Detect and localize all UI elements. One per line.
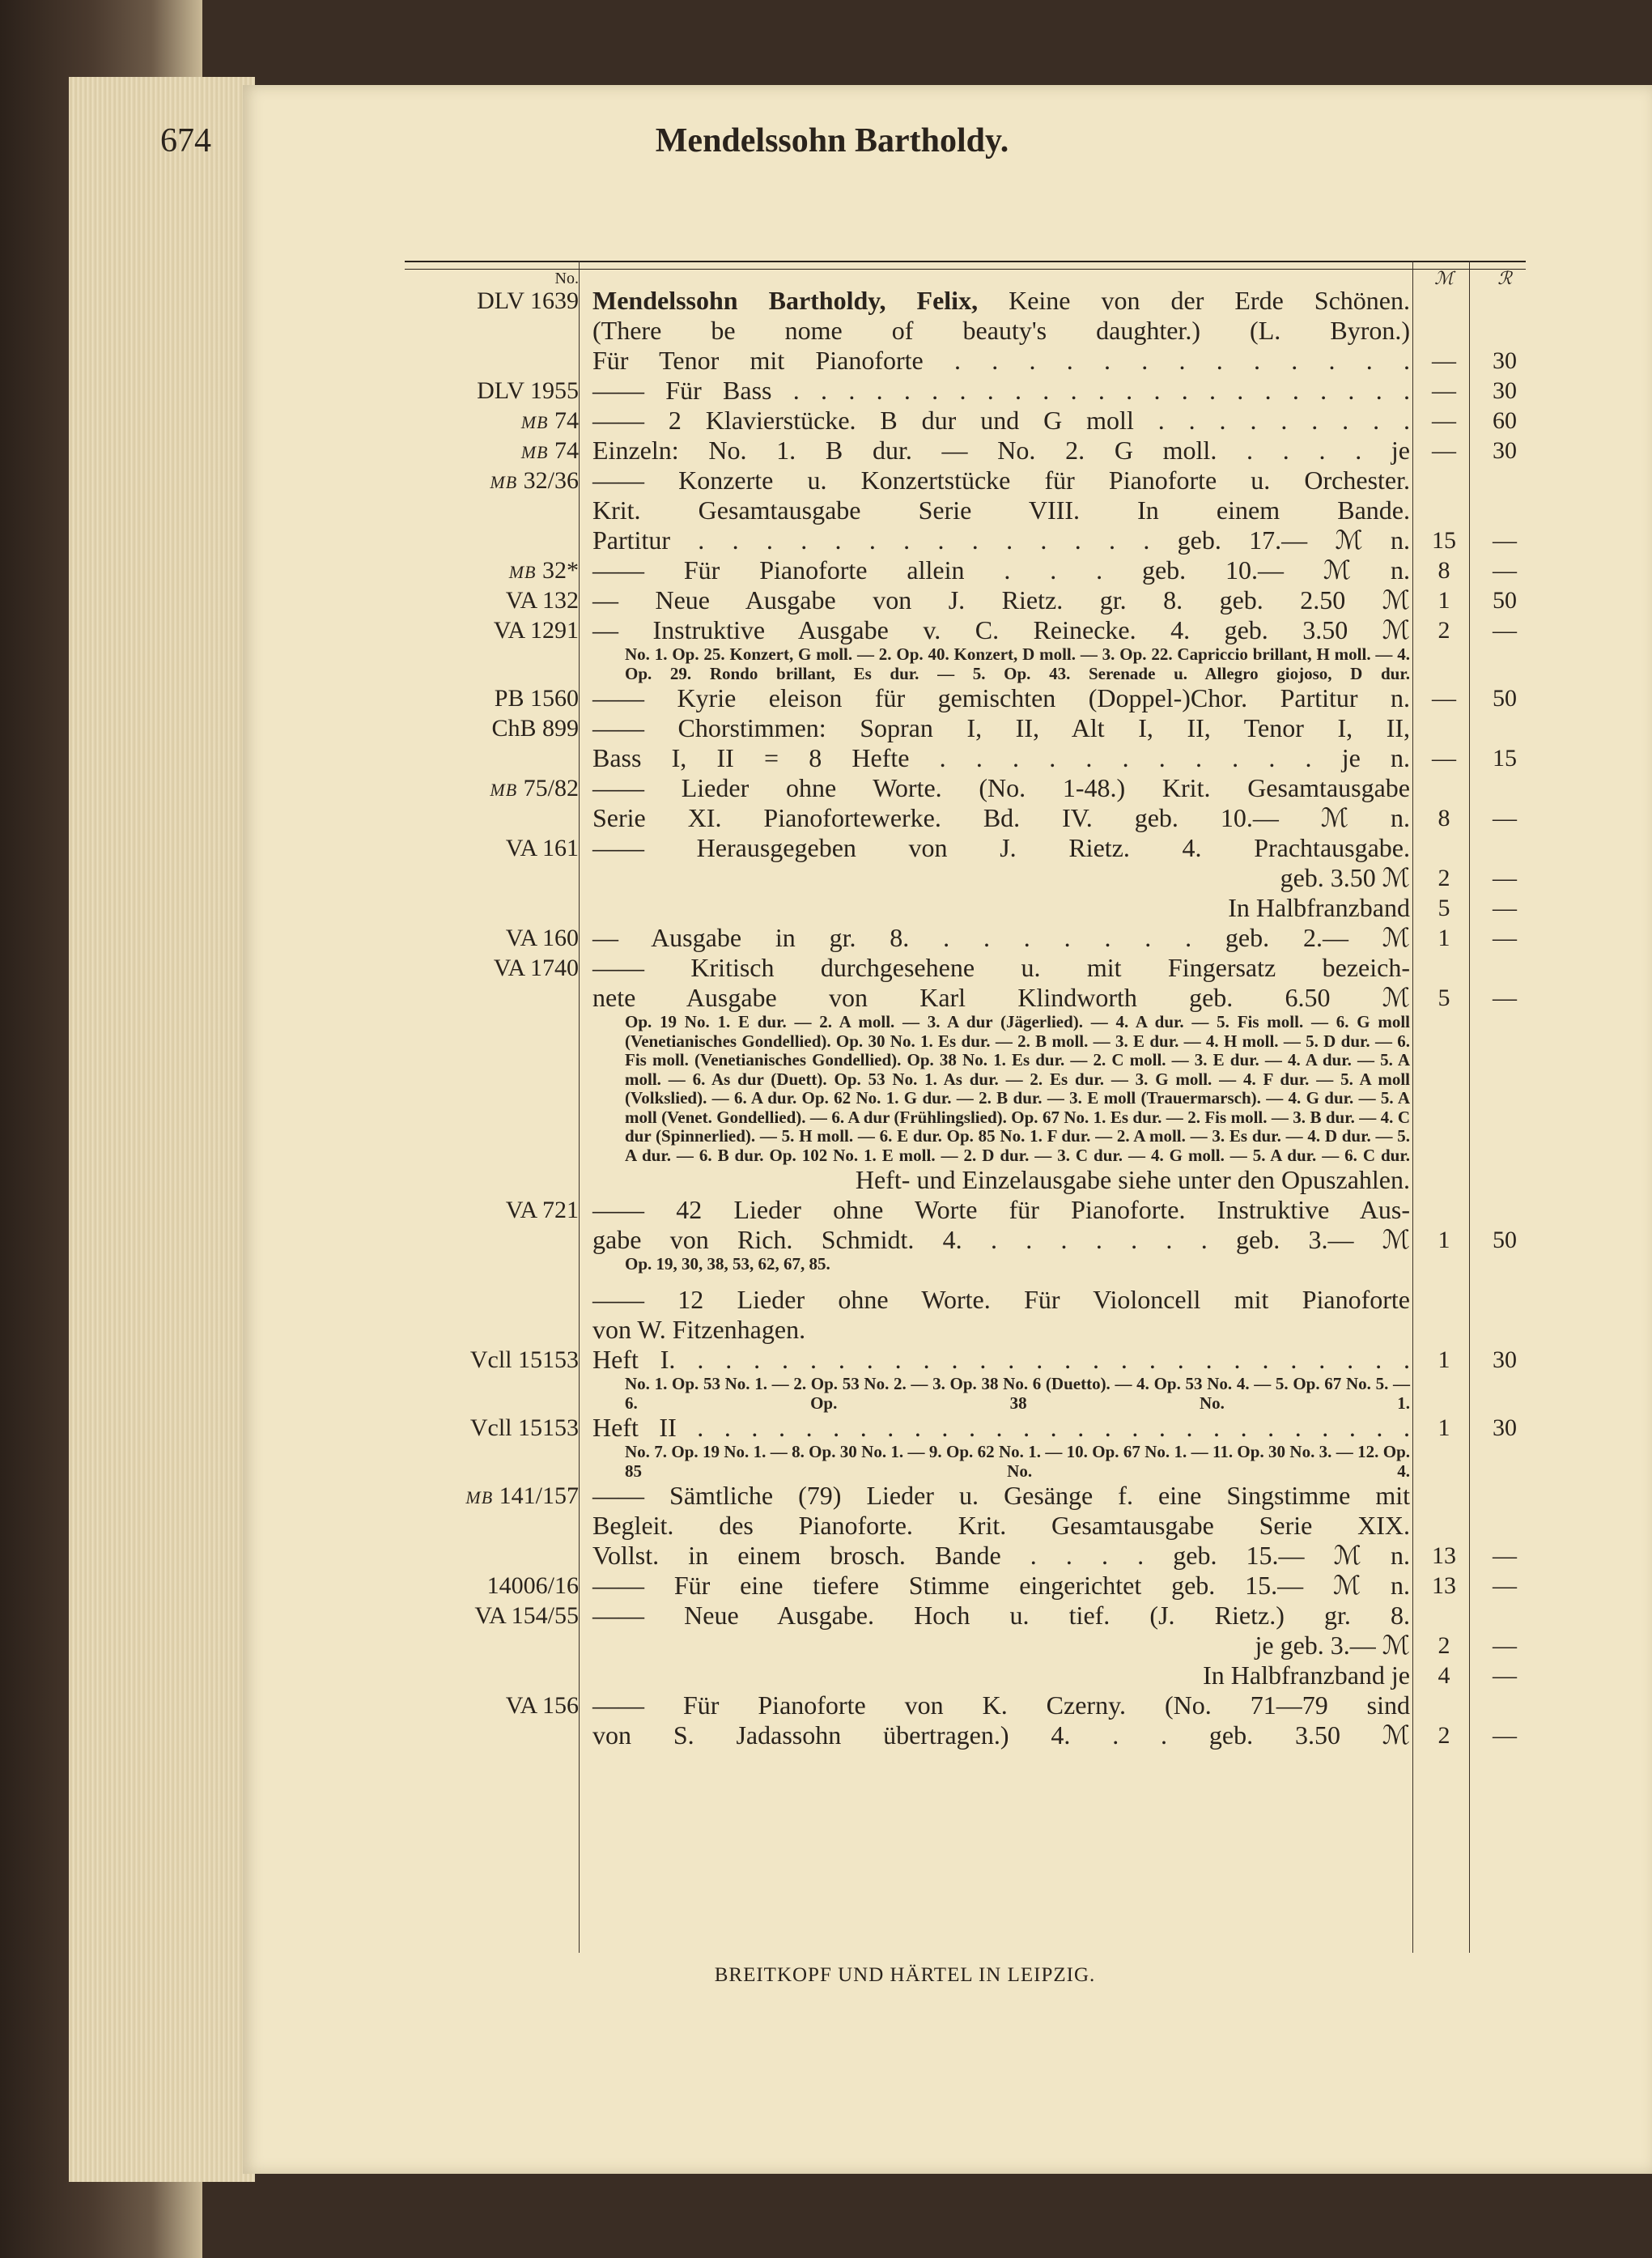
- price-mark: —: [1432, 347, 1456, 374]
- catalog-number: [405, 286, 579, 316]
- price-pfennig: 50: [1493, 587, 1517, 614]
- catalog-prefix: MB: [490, 472, 518, 492]
- price-pfennig: 50: [1493, 1227, 1517, 1253]
- catalog-number-text: VA 132: [505, 587, 579, 614]
- catalog-entry: [405, 525, 1526, 555]
- catalog-number-text: VA 160: [505, 925, 579, 951]
- price-mark: 15: [1432, 527, 1456, 554]
- entry-description: [592, 555, 1410, 585]
- catalog-number: [405, 406, 579, 437]
- catalog-number: [405, 1571, 579, 1601]
- catalog-number-text: VA 1740: [493, 955, 579, 981]
- catalog-number: [405, 1413, 579, 1443]
- catalog-entry: [405, 1571, 1526, 1601]
- entry-description: [592, 1661, 1410, 1690]
- entry-text: — Instruktive Ausgabe v. C. Reinecke. 4. geb. 3.50 ℳ: [592, 615, 1410, 644]
- catalog-number: [405, 1195, 579, 1225]
- catalog-prefix: MB: [508, 562, 537, 582]
- entry-text: In Halbfranzband: [1228, 893, 1410, 922]
- entry-description: [592, 346, 1410, 376]
- entry-description: [592, 436, 1410, 466]
- entry-text: gabe von Rich. Schmidt. 4. . . . . . . . geb. 3.— ℳ: [592, 1225, 1410, 1254]
- catalog-entry: [405, 833, 1526, 863]
- catalog-number: [405, 923, 579, 953]
- entry-description: [592, 863, 1410, 893]
- entry-text: (There be nome of beauty's daughter.) (L. Byron.): [592, 316, 1410, 345]
- publisher-footer: BREITKOPF UND HÄRTEL IN LEIPZIG.: [714, 1964, 1096, 1986]
- catalog-entry: [405, 923, 1526, 953]
- catalog-entry: [405, 743, 1526, 773]
- catalog-entry: [405, 953, 1526, 983]
- catalog-entry: [405, 1285, 1526, 1315]
- catalog-entry: [405, 1225, 1526, 1255]
- price-pfennig: 15: [1493, 745, 1517, 772]
- price-pfennig: —: [1493, 895, 1517, 921]
- price-pfennig: —: [1493, 865, 1517, 891]
- entry-text: No. 1. Op. 53 No. 1. — 2. Op. 53 No. 2. — 3. Op. 38 No. 6 (Duetto). — 4. Op. 53 No. 4. — 5. Op. 67 No. 5. — 6. Op. 38 No. 1.: [625, 1374, 1410, 1413]
- entry-text: Für Tenor mit Pianoforte . . . . . . . . . . . . .: [592, 346, 1410, 375]
- price-pfennig: —: [1493, 984, 1517, 1011]
- entry-text: von S. Jadassohn übertragen.) 4. . . geb. 3.50 ℳ: [592, 1720, 1410, 1750]
- catalog-entry: [405, 406, 1526, 436]
- entry-text: geb. 3.50 ℳ: [1280, 863, 1410, 892]
- catalog-number-text: 14006/16: [486, 1572, 579, 1599]
- price-mark: 1: [1438, 925, 1450, 951]
- price-mark: 1: [1438, 587, 1450, 614]
- catalog-number-text: 74: [554, 437, 579, 464]
- catalog-number: [405, 683, 579, 713]
- price-mark: 4: [1438, 1662, 1450, 1689]
- price-mark: —: [1432, 407, 1456, 434]
- entry-description: [592, 1285, 1410, 1315]
- page-header: [160, 121, 1504, 178]
- catalog-number: [405, 1690, 579, 1720]
- entry-description: [592, 1195, 1410, 1225]
- entry-text: Einzeln: No. 1. B dur. — No. 2. G moll. . . . . je: [592, 436, 1410, 465]
- catalog-number-text: Vcll 15153: [469, 1414, 579, 1441]
- entry-text: —— Konzerte u. Konzertstücke für Pianoforte u. Orchester.: [592, 466, 1410, 495]
- price-mark: 2: [1438, 1722, 1450, 1749]
- contents-note: [405, 1375, 1526, 1413]
- contents-text: [592, 645, 1410, 683]
- entry-text: —— Lieder ohne Worte. (No. 1-48.) Krit. Gesamtausgabe: [592, 773, 1410, 802]
- catalog-number-text: 141/157: [499, 1482, 579, 1509]
- entry-description: [592, 1345, 1410, 1375]
- entry-description: [592, 525, 1410, 555]
- contents-note: [405, 1013, 1526, 1165]
- catalog-entry: [405, 316, 1526, 346]
- price-mark: 2: [1438, 617, 1450, 644]
- price-mark: 1: [1438, 1414, 1450, 1441]
- catalog-number-text: DLV 1639: [477, 287, 579, 314]
- price-mark: —: [1432, 685, 1456, 712]
- entry-description: [592, 286, 1410, 316]
- contents-note: [405, 645, 1526, 683]
- catalog-number: [405, 773, 579, 805]
- catalog-number-text: VA 161: [505, 835, 579, 861]
- entry-description: [592, 585, 1410, 615]
- catalog-entry: [405, 1720, 1526, 1750]
- entry-text: —— Neue Ausgabe. Hoch u. tief. (J. Rietz.) gr. 8.: [592, 1601, 1410, 1630]
- entry-text: Begleit. des Pianoforte. Krit. Gesamtausgabe Serie XIX.: [592, 1511, 1410, 1540]
- entry-description: [592, 1511, 1410, 1541]
- catalog-number-text: 74: [554, 407, 579, 434]
- entry-text: —— Für Bass . . . . . . . . . . . . . . . . . . . . . . .: [592, 376, 1410, 405]
- price-mark: 1: [1438, 1227, 1450, 1253]
- price-mark: 1: [1438, 1346, 1450, 1373]
- price-pfennig: 50: [1493, 685, 1517, 712]
- entry-text: Heft II . . . . . . . . . . . . . . . . . . . . . . . . . . .: [592, 1413, 1410, 1442]
- price-pfennig: —: [1493, 1632, 1517, 1659]
- price-pfennig: —: [1493, 1662, 1517, 1689]
- entry-description: [592, 713, 1410, 743]
- catalog-number-text: VA 154/55: [474, 1602, 579, 1629]
- page-edges: [69, 77, 255, 2182]
- header-rule: [405, 261, 1526, 262]
- catalog-entry: [405, 1661, 1526, 1690]
- catalog-number-text: PB 1560: [494, 685, 579, 712]
- catalog-entry: [405, 983, 1526, 1013]
- entry-description: [592, 1225, 1410, 1255]
- catalog-entry: [405, 615, 1526, 645]
- entry-text: —— 2 Klavierstücke. B dur und G moll . . . . . . . . .: [592, 406, 1410, 435]
- catalog-number: [405, 833, 579, 863]
- entry-description: [592, 615, 1410, 645]
- catalog-entry: [405, 1541, 1526, 1571]
- catalog-entry: [405, 773, 1526, 803]
- catalog-number: [405, 615, 579, 645]
- price-mark: 13: [1432, 1572, 1456, 1599]
- catalog-number-text: VA 721: [505, 1197, 579, 1223]
- entry-text: —— Herausgegeben von J. Rietz. 4. Prachtausgabe.: [592, 833, 1410, 862]
- entry-description: [592, 1571, 1410, 1601]
- catalog-number-text: Vcll 15153: [469, 1346, 579, 1373]
- contents-text: [592, 1013, 1410, 1165]
- entry-text: —— Chorstimmen: Sopran I, II, Alt I, II, Tenor I, II,: [592, 713, 1410, 742]
- entry-text: No. 1. Op. 25. Konzert, G moll. — 2. Op. 40. Konzert, D moll. — 3. Op. 22. Capriccio brillant, H moll. — 4. Op. 29. Rondo brillant, Es dur. — 5. Op. 43. Serenade u. Allegro giojoso, D dur.: [625, 644, 1410, 683]
- catalog-number-text: 32/36: [523, 467, 579, 494]
- catalog-number: [405, 376, 579, 406]
- catalog-table: [405, 268, 1526, 1750]
- price-pfennig: —: [1493, 1542, 1517, 1569]
- entry-text: No. 7. Op. 19 No. 1. — 8. Op. 30 No. 1. — 9. Op. 62 No. 1. — 10. Op. 67 No. 1. — 11. Op. 30 No. 3. — 12. Op. 85 No. 4.: [625, 1442, 1410, 1481]
- entry-text: Partitur . . . . . . . . . . . . . . geb. 17.— ℳ n.: [592, 525, 1410, 555]
- catalog-entry: [405, 1345, 1526, 1375]
- entry-text: —— Für Pianoforte allein . . . geb. 10.— ℳ n.: [592, 555, 1410, 585]
- catalog-number: [405, 1345, 579, 1375]
- catalog-entry: [405, 286, 1526, 316]
- entry-description: [592, 923, 1410, 953]
- catalog-prefix: MB: [520, 412, 549, 432]
- catalog-entry: [405, 683, 1526, 713]
- price-pfennig: —: [1493, 527, 1517, 554]
- price-mark: 5: [1438, 895, 1450, 921]
- entry-text: Serie XI. Pianofortewerke. Bd. IV. geb. 10.— ℳ n.: [592, 803, 1410, 832]
- entry-text: Krit. Gesamtausgabe Serie VIII. In einem Bande.: [592, 495, 1410, 525]
- entry-text: Bass I, II = 8 Hefte . . . . . . . . . . . je n.: [592, 743, 1410, 772]
- number-column-heading: No.: [554, 270, 579, 287]
- catalog-number: [405, 436, 579, 467]
- entry-description: [592, 1601, 1410, 1631]
- entry-description: [592, 1541, 1410, 1571]
- catalog-entry: [405, 1690, 1526, 1720]
- price-pfennig: —: [1493, 925, 1517, 951]
- entry-text: Keine von der Erde Schönen.: [978, 286, 1411, 315]
- catalog-number-text: DLV 1955: [477, 377, 579, 404]
- composer-name: Mendelssohn Bartholdy, Felix,: [592, 286, 979, 315]
- entry-text: Vollst. in einem brosch. Bande . . . . geb. 15.— ℳ n.: [592, 1541, 1410, 1570]
- catalog-number-text: ChB 899: [491, 715, 579, 742]
- price-mark: 2: [1438, 1632, 1450, 1659]
- entry-text: —— Kritisch durchgesehene u. mit Fingersatz bezeich-: [592, 953, 1410, 982]
- page-title: Mendelssohn Bartholdy.: [655, 122, 1009, 159]
- price-mark: 5: [1438, 984, 1450, 1011]
- entry-description: [592, 406, 1410, 436]
- entry-description: [592, 803, 1410, 833]
- catalog-entry: [405, 555, 1526, 585]
- entry-description: [592, 983, 1410, 1013]
- entry-text: —— 42 Lieder ohne Worte für Pianoforte. Instruktive Aus-: [592, 1195, 1410, 1224]
- catalog-entry: [405, 376, 1526, 406]
- entry-text: Heft- und Einzelausgabe siehe unter den Opuszahlen.: [855, 1165, 1410, 1194]
- entry-text: In Halbfranzband je: [1203, 1661, 1410, 1690]
- entry-text: Op. 19, 30, 38, 53, 62, 67, 85.: [625, 1254, 830, 1274]
- column-headings: [405, 268, 1526, 288]
- price-pfennig: 60: [1493, 407, 1517, 434]
- price-pfennig: —: [1493, 557, 1517, 584]
- catalog-entry: [405, 713, 1526, 743]
- entry-text: — Ausgabe in gr. 8. . . . . . . . geb. 2.— ℳ: [592, 923, 1410, 952]
- catalog-prefix: MB: [520, 442, 549, 462]
- catalog-entry: [405, 863, 1526, 893]
- catalog-number: [405, 466, 579, 497]
- catalog-entry: [405, 803, 1526, 833]
- price-mark: 2: [1438, 865, 1450, 891]
- catalog-entry: [405, 1481, 1526, 1511]
- entry-description: [592, 495, 1410, 525]
- price-mark: —: [1432, 377, 1456, 404]
- catalog-entry: [405, 893, 1526, 923]
- catalog-entry: [405, 346, 1526, 376]
- catalog-entry: [405, 1511, 1526, 1541]
- catalog-number-text: VA 1291: [493, 617, 579, 644]
- price-pfennig: 30: [1493, 1346, 1517, 1373]
- entry-description: [592, 833, 1410, 863]
- entry-description: [592, 1413, 1410, 1443]
- entry-text: Op. 19 No. 1. E dur. — 2. A moll. — 3. A dur (Jägerlied). — 4. A dur. — 5. Fis moll. — 6. G moll (Venetianisches Gondellied). Op. 30 No. 1. Es dur. — 2. B moll. — 3. E dur. — 4. H moll. — 5. D dur. — 6. Fis moll. (Venetianisches Gondellied). Op. 38 No. 1. Es dur. — 2. C moll. — 3. E dur. — 4. A dur. — 5. A moll. — 6. As dur (Duett). Op. 53 No. 1. As dur. — 2. Es dur. — 3. G moll. — 4. F dur. — 5. A moll (Volkslied). — 6. A dur. Op. 62 No. 1. G dur. — 2. B dur. — 3. E moll (Trauermarsch). — 4. G dur. — 5. A moll (Venet. Gondellied). — 6. A dur (Frühlingslied). Op. 67 No. 1. Es dur. — 2. Fis moll. — 3. B dur. — 4. C dur (Spinnerlied). — 5. H moll. — 6. E dur. Op. 85 No. 1. F dur. — 2. A moll. — 3. Es dur. — 4. D dur. — 5. A dur. — 6. B dur. Op. 102 No. 1. E moll. — 2. D dur. — 3. C dur. — 4. G moll. — 5. A dur. — 6. C dur.: [625, 1012, 1410, 1165]
- entry-description: [592, 743, 1410, 773]
- entry-text: —— Sämtliche (79) Lieder u. Gesänge f. eine Singstimme mit: [592, 1481, 1410, 1510]
- price-pfennig: —: [1493, 1572, 1517, 1599]
- entry-text: —— Kyrie eleison für gemischten (Doppel-)Chor. Partitur n.: [592, 683, 1410, 712]
- price-mark: 8: [1438, 805, 1450, 831]
- catalog-entry: [405, 466, 1526, 495]
- entry-description: [592, 376, 1410, 406]
- price-pfennig: 30: [1493, 1414, 1517, 1441]
- entry-description: [592, 1315, 1410, 1345]
- entry-description: [592, 773, 1410, 803]
- entry-description: [592, 1631, 1410, 1661]
- contents-text: [592, 1375, 1410, 1413]
- catalog-entry: [405, 585, 1526, 615]
- catalog-number: [405, 713, 579, 743]
- catalog-number-text: VA 156: [505, 1692, 579, 1719]
- catalog-number: [405, 953, 579, 983]
- entry-description: [592, 1165, 1410, 1195]
- entry-text: —— 12 Lieder ohne Worte. Für Violoncell mit Pianoforte: [592, 1285, 1410, 1314]
- catalog-entry: [405, 1195, 1526, 1225]
- mark-column-heading: ℳ: [1434, 268, 1454, 288]
- catalog-entry: [405, 1413, 1526, 1443]
- entry-text: von W. Fitzenhagen.: [592, 1315, 806, 1344]
- catalog-entry: [405, 1165, 1526, 1195]
- catalog-prefix: MB: [465, 1487, 494, 1507]
- entry-text: —— Für Pianoforte von K. Czerny. (No. 71—79 sind: [592, 1690, 1410, 1720]
- price-mark: 13: [1432, 1542, 1456, 1569]
- entry-description: [592, 1690, 1410, 1720]
- catalog-entry: [405, 1315, 1526, 1345]
- catalog-number-text: 75/82: [523, 775, 579, 802]
- catalog-number: [405, 555, 579, 587]
- price-pfennig: 30: [1493, 377, 1517, 404]
- catalog-entry: [405, 495, 1526, 525]
- catalog-number: [405, 585, 579, 615]
- price-pfennig: 30: [1493, 437, 1517, 464]
- entry-text: Heft I. . . . . . . . . . . . . . . . . . . . . . . . . . .: [592, 1345, 1410, 1374]
- contents-note: [405, 1443, 1526, 1481]
- price-pfennig: —: [1493, 805, 1517, 831]
- entry-description: [592, 683, 1410, 713]
- entry-description: [592, 1720, 1410, 1750]
- page-number: 674: [160, 122, 211, 159]
- price-pfennig: —: [1493, 1722, 1517, 1749]
- entry-description: [592, 466, 1410, 495]
- entry-text: nete Ausgabe von Karl Klindworth geb. 6.50 ℳ: [592, 983, 1410, 1012]
- price-mark: —: [1432, 745, 1456, 772]
- contents-note: [405, 1255, 1526, 1285]
- catalog-number: [405, 1601, 579, 1631]
- contents-text: [592, 1443, 1410, 1481]
- entry-description: [592, 316, 1410, 346]
- entry-description: [592, 953, 1410, 983]
- catalog-number: [405, 1481, 579, 1512]
- price-pfennig: —: [1493, 617, 1517, 644]
- contents-text: [592, 1255, 1410, 1274]
- catalog-number-text: 32*: [542, 557, 579, 584]
- catalog-entry: [405, 1631, 1526, 1661]
- price-mark: 8: [1438, 557, 1450, 584]
- price-mark: —: [1432, 437, 1456, 464]
- pfennig-column-heading: ℛ: [1497, 268, 1512, 288]
- catalog-entry: [405, 1601, 1526, 1631]
- catalog-prefix: MB: [490, 780, 518, 800]
- entry-description: [592, 893, 1410, 923]
- entry-text: —— Für eine tiefere Stimme eingerichtet geb. 15.— ℳ n.: [592, 1571, 1410, 1600]
- entry-description: [592, 1481, 1410, 1511]
- entry-text: je geb. 3.— ℳ: [1255, 1631, 1410, 1660]
- entry-text: — Neue Ausgabe von J. Rietz. gr. 8. geb. 2.50 ℳ: [592, 585, 1410, 614]
- catalog-entry: [405, 436, 1526, 466]
- price-pfennig: 30: [1493, 347, 1517, 374]
